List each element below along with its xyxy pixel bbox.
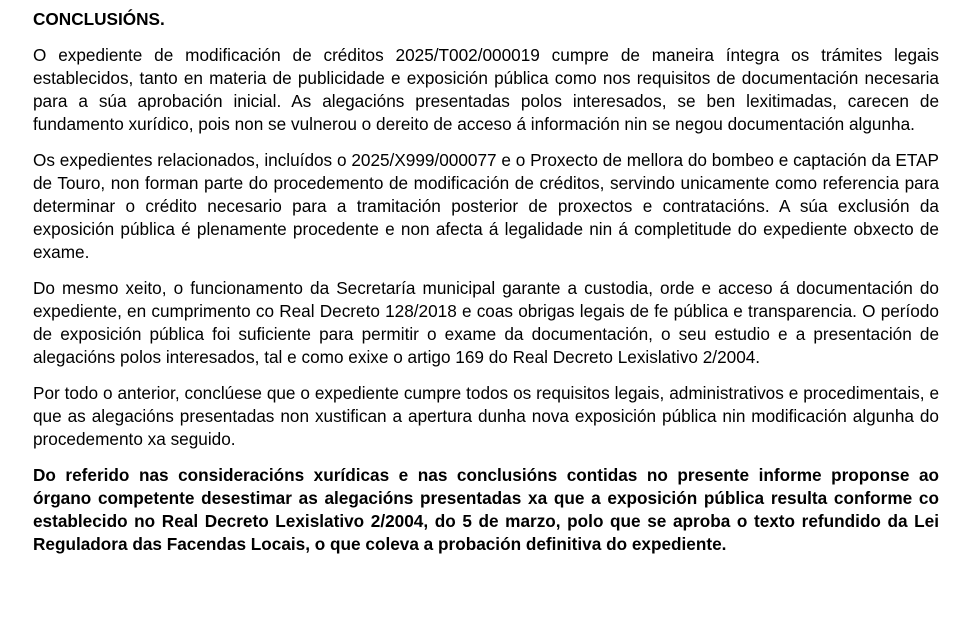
paragraph-compliance: O expediente de modificación de créditos 2025/T002/000019 cumpre de maneira íntegra os trámites legais establecidos, tanto en materia de publicidade e exposición pública como nos requisitos de documentación necesaria para a súa aprobación inicial. As alegacións presentadas polos interesados, se ben lexitimadas, carecen de fundamento xurídico, pois non se vulnerou o dereito de acceso á información nin se negou documentación algunha. [33,45,939,134]
paragraph-proposal: Do referido nas consideracións xurídicas e nas conclusións contidas no presente informe proponse ao órgano competente desestimar as alegacións presentadas xa que a exposición pública resulta conforme co establecido no Real Decreto Lexislativo 2/2004, do 5 de marzo, polo que se aproba o texto refundido da Lei Reguladora das Facendas Locais, o que coleva a probación definitiva do expediente. [33,465,939,554]
paragraph-conclusion: Por todo o anterior, conclúese que o expediente cumpre todos os requisitos legais, administrativos e procedimentais, e que as alegacións presentadas non xustifican a apertura dunha nova exposición pública nin modificación algunha do procedemento xa seguido. [33,383,939,449]
paragraph-secretariat: Do mesmo xeito, o funcionamento da Secretaría municipal garante a custodia, orde e acceso á documentación do expediente, en cumprimento co Real Decreto 128/2018 e coas obrigas legais de fe pública e transparencia. O período de exposición pública foi suficiente para permitir o exame da documentación, o seu estudio e a presentación de alegacións polos interesados, tal e como exixe o artigo 169 do Real Decreto Lexislativo 2/2004. [33,278,939,367]
paragraph-related-files: Os expedientes relacionados, incluídos o 2025/X999/000077 e o Proxecto de mellora do bombeo e captación da ETAP de Touro, non forman parte do procedemento de modificación de créditos, servindo unicamente como referencia para determinar o crédito necesario para a tramitación posterior de proxectos e contratacións. A súa exclusión da exposición pública é plenamente procedente e non afecta á legalidade nin á completitude do expediente obxecto de exame. [33,150,939,262]
section-heading: CONCLUSIÓNS. [33,9,165,29]
document-body [33,8,939,569]
